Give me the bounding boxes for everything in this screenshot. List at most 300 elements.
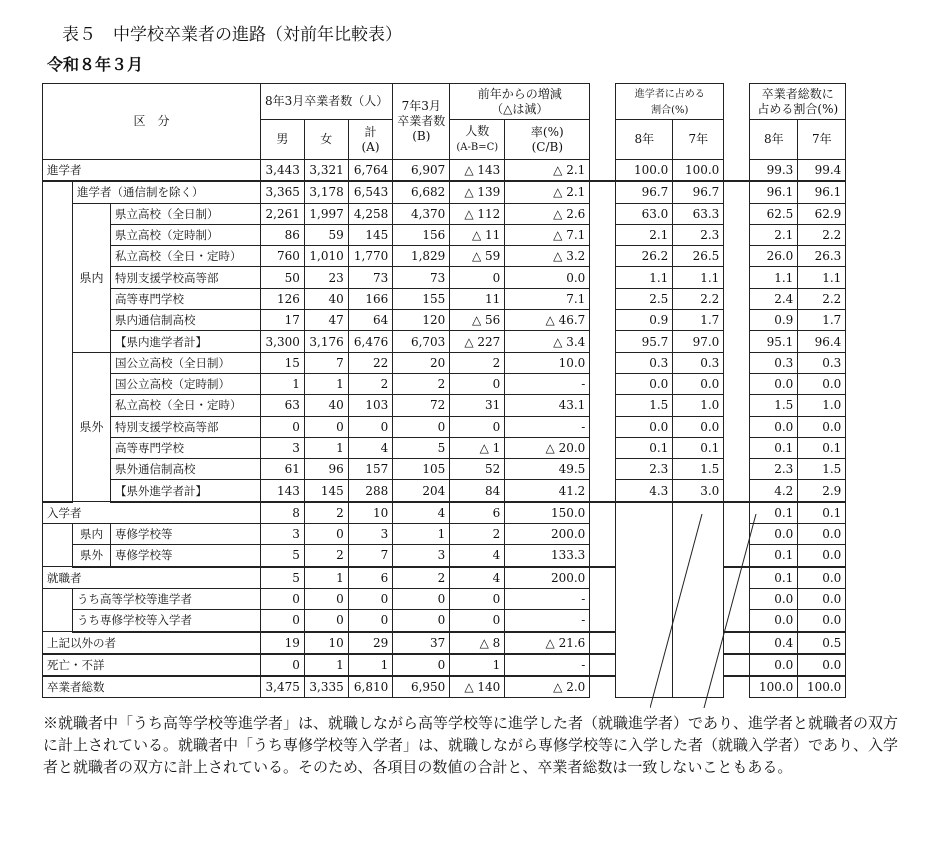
table-cell: 6,543 bbox=[348, 181, 393, 203]
table-cell: 2,261 bbox=[261, 203, 305, 224]
table-cell: 3 bbox=[261, 524, 305, 545]
table-cell: 0.4 bbox=[750, 632, 798, 654]
table-cell: 0.0 bbox=[798, 545, 846, 567]
table-cell: △ 112 bbox=[450, 203, 505, 224]
row-label: 私立高校（全日・定時） bbox=[111, 246, 261, 267]
footnote: ※就職者中「うち高等学校等進学者」は、就職しながら高等学校等に進学した者（就職進学者）であり、進学者と就職者の双方に計上されている。就職者中「うち専修学校等入学者」は、就職しながら専修学校等に入学した者（就職入学者）であり、入学者と就職者の双方に計上されている。そのため、各項目の数値の合計と、卒業者総数は一致しないこともある。 bbox=[43, 714, 899, 776]
table-cell: 0 bbox=[304, 610, 348, 632]
gap-cell bbox=[590, 267, 616, 288]
table-row bbox=[43, 588, 846, 609]
gap-cell bbox=[724, 352, 750, 373]
table-cell: 1 bbox=[393, 524, 450, 545]
blank-cell bbox=[616, 502, 673, 524]
table-row bbox=[43, 310, 846, 331]
table-cell: 4 bbox=[348, 437, 393, 458]
table-cell: 50 bbox=[261, 267, 305, 288]
table-cell: △ 2.1 bbox=[505, 160, 590, 182]
table-cell: 1.5 bbox=[750, 395, 798, 416]
blank-cell bbox=[673, 502, 724, 524]
table-cell: 2 bbox=[450, 352, 505, 373]
gap-cell bbox=[590, 545, 616, 567]
gap-cell bbox=[724, 610, 750, 632]
table-cell: 0.0 bbox=[798, 588, 846, 609]
gap-cell bbox=[590, 524, 616, 545]
blank-cell bbox=[616, 676, 673, 698]
row-label: うち専修学校等入学者 bbox=[73, 610, 261, 632]
table-cell: △ 140 bbox=[450, 676, 505, 698]
table-cell: 73 bbox=[348, 267, 393, 288]
table-cell: 1.1 bbox=[798, 267, 846, 288]
table-cell: 7 bbox=[304, 352, 348, 373]
blank-cell bbox=[616, 632, 673, 654]
table-cell: 0.0 bbox=[505, 267, 590, 288]
table-cell: - bbox=[505, 610, 590, 632]
gap-cell bbox=[724, 267, 750, 288]
row-label: 県立高校（全日制） bbox=[111, 203, 261, 224]
header-share: 進学者に占める 割合(%) bbox=[616, 84, 724, 120]
header-total-y7: 7年 bbox=[798, 120, 846, 160]
gap-cell bbox=[724, 459, 750, 480]
table-cell: 1 bbox=[261, 373, 305, 394]
table-row bbox=[43, 502, 846, 524]
header-male: 男 bbox=[261, 120, 305, 160]
gap-cell bbox=[724, 502, 750, 524]
table-cell: 2.1 bbox=[616, 224, 673, 245]
table-cell: △ 46.7 bbox=[505, 310, 590, 331]
row-label: 県外通信制高校 bbox=[111, 459, 261, 480]
table-cell: 0.1 bbox=[616, 437, 673, 458]
table-cell: 0 bbox=[304, 588, 348, 609]
gap-cell bbox=[590, 288, 616, 309]
table-cell: 157 bbox=[348, 459, 393, 480]
table-cell: 1.5 bbox=[673, 459, 724, 480]
table-cell: 3,176 bbox=[304, 331, 348, 352]
table-cell: 5 bbox=[393, 437, 450, 458]
gap-cell bbox=[590, 480, 616, 502]
table-cell: 0.1 bbox=[798, 437, 846, 458]
table-cell: 0.0 bbox=[616, 416, 673, 437]
header-total-share: 卒業者総数に 占める割合(%) bbox=[750, 84, 846, 120]
header-change: 前年からの増減 （△は減） bbox=[450, 84, 590, 120]
table-cell: 41.2 bbox=[505, 480, 590, 502]
table-cell: 26.2 bbox=[616, 246, 673, 267]
header-change-num: 人数 (A-B=C) bbox=[450, 120, 505, 160]
table-cell: 0.0 bbox=[750, 416, 798, 437]
row-label: 卒業者総数 bbox=[43, 676, 261, 698]
table-cell: 1.0 bbox=[673, 395, 724, 416]
table-cell: 0 bbox=[348, 416, 393, 437]
table-cell: 0.3 bbox=[673, 352, 724, 373]
table-cell: △ 7.1 bbox=[505, 224, 590, 245]
table-cell: 0.1 bbox=[750, 545, 798, 567]
table-cell: △ 3.4 bbox=[505, 331, 590, 352]
gap-cell bbox=[590, 310, 616, 331]
header-total-y8: 8年 bbox=[750, 120, 798, 160]
table-cell: 86 bbox=[261, 224, 305, 245]
table-row bbox=[43, 246, 846, 267]
row-label: 特別支援学校高等部 bbox=[111, 416, 261, 437]
table-cell: 22 bbox=[348, 352, 393, 373]
table-cell: 26.3 bbox=[798, 246, 846, 267]
table-cell: 19 bbox=[261, 632, 305, 654]
table-cell: 2 bbox=[393, 373, 450, 394]
blank-cell bbox=[673, 654, 724, 676]
table-cell: 10 bbox=[348, 502, 393, 524]
table-cell: 8 bbox=[261, 502, 305, 524]
table-cell: 1.1 bbox=[750, 267, 798, 288]
table-cell: 95.1 bbox=[750, 331, 798, 352]
gap-cell bbox=[724, 545, 750, 567]
header-change-rate: 率(%) (C/B) bbox=[505, 120, 590, 160]
table-cell: 6,907 bbox=[393, 160, 450, 182]
table-cell: 0.0 bbox=[750, 524, 798, 545]
table-row bbox=[43, 654, 846, 676]
table-cell: 4.3 bbox=[616, 480, 673, 502]
table-cell: 26.5 bbox=[673, 246, 724, 267]
table-cell: △ 2.1 bbox=[505, 181, 590, 203]
table-cell: 200.0 bbox=[505, 524, 590, 545]
table-cell: 3,321 bbox=[304, 160, 348, 182]
table-cell: 2.2 bbox=[673, 288, 724, 309]
table-cell: △ 3.2 bbox=[505, 246, 590, 267]
table-cell: △ 21.6 bbox=[505, 632, 590, 654]
table-cell: - bbox=[505, 588, 590, 609]
table-cell: 63.3 bbox=[673, 203, 724, 224]
table-cell: 99.3 bbox=[750, 160, 798, 182]
table-cell: 0 bbox=[450, 267, 505, 288]
table-cell: △ 56 bbox=[450, 310, 505, 331]
blank-cell bbox=[616, 567, 673, 589]
sub-group-label: 県外 bbox=[73, 545, 111, 567]
row-label: うち高等学校等進学者 bbox=[73, 588, 261, 609]
table-cell: 0.0 bbox=[798, 654, 846, 676]
table-cell: 0 bbox=[304, 524, 348, 545]
table-cell: 4,258 bbox=[348, 203, 393, 224]
table-cell: 100.0 bbox=[673, 160, 724, 182]
gap-cell bbox=[590, 610, 616, 632]
blank-cell bbox=[616, 524, 673, 545]
table-cell: 0 bbox=[261, 416, 305, 437]
table-cell: 6 bbox=[450, 502, 505, 524]
table-row bbox=[43, 288, 846, 309]
table-cell: 0.1 bbox=[673, 437, 724, 458]
table-row bbox=[43, 352, 846, 373]
table-cell: 0 bbox=[393, 416, 450, 437]
table-cell: △ 139 bbox=[450, 181, 505, 203]
header-gap bbox=[724, 84, 750, 160]
table-cell: - bbox=[505, 373, 590, 394]
table-cell: 2.1 bbox=[750, 224, 798, 245]
blank-cell bbox=[673, 545, 724, 567]
table-cell: △ 1 bbox=[450, 437, 505, 458]
table-cell: 200.0 bbox=[505, 567, 590, 589]
table-cell: 62.9 bbox=[798, 203, 846, 224]
header-share-y8: 8年 bbox=[616, 120, 673, 160]
table-cell: △ 59 bbox=[450, 246, 505, 267]
table-cell: 2.4 bbox=[750, 288, 798, 309]
table-cell: 5 bbox=[261, 545, 305, 567]
gap-cell bbox=[724, 203, 750, 224]
table-cell: 1.7 bbox=[798, 310, 846, 331]
table-cell: 100.0 bbox=[798, 676, 846, 698]
table-cell: 760 bbox=[261, 246, 305, 267]
table-cell: 6,703 bbox=[393, 331, 450, 352]
table-cell: 3.0 bbox=[673, 480, 724, 502]
gap-cell bbox=[590, 502, 616, 524]
table-cell: 0 bbox=[393, 654, 450, 676]
row-label: 進学者（通信制を除く） bbox=[73, 181, 261, 203]
table-cell: 166 bbox=[348, 288, 393, 309]
table-cell: 6,810 bbox=[348, 676, 393, 698]
gap-cell bbox=[590, 416, 616, 437]
table-cell: 0 bbox=[348, 610, 393, 632]
table-cell: 0.0 bbox=[798, 610, 846, 632]
table-cell: 150.0 bbox=[505, 502, 590, 524]
table-cell: 0.0 bbox=[798, 416, 846, 437]
gap-cell bbox=[590, 331, 616, 352]
gap-cell bbox=[724, 246, 750, 267]
gap-cell bbox=[590, 654, 616, 676]
table-cell: 97.0 bbox=[673, 331, 724, 352]
row-label: 私立高校（全日・定時） bbox=[111, 395, 261, 416]
table-cell: 145 bbox=[348, 224, 393, 245]
gap-cell bbox=[724, 588, 750, 609]
gap-cell bbox=[724, 437, 750, 458]
row-label: 国公立高校（定時制） bbox=[111, 373, 261, 394]
row-label: 高等専門学校 bbox=[111, 437, 261, 458]
table-cell: 62.5 bbox=[750, 203, 798, 224]
table-cell: 0 bbox=[304, 416, 348, 437]
table-cell: 99.4 bbox=[798, 160, 846, 182]
table-cell: 3,443 bbox=[261, 160, 305, 182]
table-cell: 1 bbox=[304, 567, 348, 589]
table-cell: 1.7 bbox=[673, 310, 724, 331]
row-label: 就職者 bbox=[43, 567, 261, 589]
table-cell: 0 bbox=[261, 610, 305, 632]
row-label: 県内通信制高校 bbox=[111, 310, 261, 331]
table-cell: - bbox=[505, 416, 590, 437]
gap-cell bbox=[590, 181, 616, 203]
table-cell: 6,682 bbox=[393, 181, 450, 203]
table-cell: 0.0 bbox=[798, 567, 846, 589]
table-cell: 0 bbox=[261, 654, 305, 676]
table-cell: 96.1 bbox=[798, 181, 846, 203]
gap-cell bbox=[724, 181, 750, 203]
table-cell: 0.3 bbox=[750, 352, 798, 373]
gap-cell bbox=[724, 395, 750, 416]
table-cell: 0.1 bbox=[750, 567, 798, 589]
table-cell: 3 bbox=[348, 524, 393, 545]
row-label: 死亡・不詳 bbox=[43, 654, 261, 676]
gap-cell bbox=[724, 632, 750, 654]
table-cell: 0 bbox=[261, 588, 305, 609]
group-kennai: 県内 bbox=[73, 203, 111, 352]
table-cell: 0.0 bbox=[750, 610, 798, 632]
table-cell: 52 bbox=[450, 459, 505, 480]
blank-cell bbox=[616, 610, 673, 632]
gap-cell bbox=[724, 676, 750, 698]
table-cell: 10 bbox=[304, 632, 348, 654]
table-cell: 156 bbox=[393, 224, 450, 245]
row-label: 上記以外の者 bbox=[43, 632, 261, 654]
table-cell: △ 20.0 bbox=[505, 437, 590, 458]
table-cell: 2 bbox=[304, 545, 348, 567]
table-cell: 0 bbox=[450, 588, 505, 609]
table-subtitle: 令和８年３月 bbox=[47, 55, 144, 74]
table-cell: 47 bbox=[304, 310, 348, 331]
row-label: 県立高校（定時制） bbox=[111, 224, 261, 245]
table-row bbox=[43, 676, 846, 698]
table-cell: 4.2 bbox=[750, 480, 798, 502]
table-cell: 2.3 bbox=[750, 459, 798, 480]
table-cell: 3,365 bbox=[261, 181, 305, 203]
sub-group-label: 県内 bbox=[73, 524, 111, 545]
table-cell: 4 bbox=[450, 567, 505, 589]
table-cell: 0.5 bbox=[798, 632, 846, 654]
table-row bbox=[43, 567, 846, 589]
table-cell: 20 bbox=[393, 352, 450, 373]
table-cell: 0 bbox=[393, 588, 450, 609]
table-cell: 2 bbox=[304, 502, 348, 524]
header-current-count: 8年3月卒業者数（人） bbox=[261, 84, 393, 120]
table-cell: 1,829 bbox=[393, 246, 450, 267]
row-label: 国公立高校（全日制） bbox=[111, 352, 261, 373]
blank-cell bbox=[616, 654, 673, 676]
gap-cell bbox=[724, 310, 750, 331]
table-cell: 1 bbox=[304, 373, 348, 394]
table-cell: 1.0 bbox=[798, 395, 846, 416]
table-cell: 23 bbox=[304, 267, 348, 288]
table-cell: △ 227 bbox=[450, 331, 505, 352]
table-cell: 1,770 bbox=[348, 246, 393, 267]
table-row bbox=[43, 437, 846, 458]
gap-cell bbox=[590, 224, 616, 245]
table-cell: 126 bbox=[261, 288, 305, 309]
gap-cell bbox=[590, 352, 616, 373]
gap-cell bbox=[590, 567, 616, 589]
table-cell: 0.1 bbox=[750, 502, 798, 524]
table-cell: 40 bbox=[304, 395, 348, 416]
row-label: 進学者 bbox=[43, 160, 261, 182]
table-cell: 96 bbox=[304, 459, 348, 480]
table-cell: 2.2 bbox=[798, 224, 846, 245]
row-label: 特別支援学校高等部 bbox=[111, 267, 261, 288]
table-row bbox=[43, 416, 846, 437]
header-female: 女 bbox=[304, 120, 348, 160]
table-cell: 1.1 bbox=[616, 267, 673, 288]
table-row bbox=[43, 160, 846, 182]
table-cell: 0 bbox=[393, 610, 450, 632]
table-cell: 0.0 bbox=[750, 654, 798, 676]
table-cell: 100.0 bbox=[616, 160, 673, 182]
table-cell: 0 bbox=[450, 373, 505, 394]
table-cell: 2.2 bbox=[798, 288, 846, 309]
table-row bbox=[43, 224, 846, 245]
table-row bbox=[43, 632, 846, 654]
table-cell: 1 bbox=[348, 654, 393, 676]
gap-cell bbox=[590, 203, 616, 224]
table-cell: 3,178 bbox=[304, 181, 348, 203]
table-row bbox=[43, 524, 846, 545]
table-cell: 4 bbox=[393, 502, 450, 524]
table-cell: 0.0 bbox=[798, 373, 846, 394]
table-cell: 63 bbox=[261, 395, 305, 416]
table-cell: 6,476 bbox=[348, 331, 393, 352]
row-label: 入学者 bbox=[43, 502, 261, 524]
header-gap bbox=[590, 84, 616, 160]
table-cell: 145 bbox=[304, 480, 348, 502]
table-row bbox=[43, 373, 846, 394]
table-cell: 2.9 bbox=[798, 480, 846, 502]
table-cell: 0 bbox=[450, 610, 505, 632]
table-cell: 120 bbox=[393, 310, 450, 331]
career-table bbox=[42, 83, 846, 698]
blank-cell bbox=[673, 588, 724, 609]
row-label: 専修学校等 bbox=[111, 524, 261, 545]
table-cell: 96.1 bbox=[750, 181, 798, 203]
header-total-a: 計 (A) bbox=[348, 120, 393, 160]
table-cell: 3,300 bbox=[261, 331, 305, 352]
table-cell: 49.5 bbox=[505, 459, 590, 480]
table-cell: 0.3 bbox=[616, 352, 673, 373]
table-cell: 0.9 bbox=[750, 310, 798, 331]
table-cell: 3,335 bbox=[304, 676, 348, 698]
table-cell: 100.0 bbox=[750, 676, 798, 698]
table-cell: 1 bbox=[450, 654, 505, 676]
row-label: 専修学校等 bbox=[111, 545, 261, 567]
table-cell: 0.0 bbox=[673, 416, 724, 437]
header-prev-count: 7年3月 卒業者数 (B) bbox=[393, 84, 450, 160]
table-cell: 29 bbox=[348, 632, 393, 654]
blank-cell bbox=[673, 524, 724, 545]
table-cell: 1.5 bbox=[798, 459, 846, 480]
table-cell: 0 bbox=[348, 588, 393, 609]
table-cell: 6,950 bbox=[393, 676, 450, 698]
table-cell: 72 bbox=[393, 395, 450, 416]
table-row bbox=[43, 480, 846, 502]
table-cell: 40 bbox=[304, 288, 348, 309]
gap-cell bbox=[724, 416, 750, 437]
table-cell: 133.3 bbox=[505, 545, 590, 567]
table-cell: 2.3 bbox=[673, 224, 724, 245]
table-cell: 0.0 bbox=[673, 373, 724, 394]
table-cell: 6,764 bbox=[348, 160, 393, 182]
table-cell: 1 bbox=[304, 654, 348, 676]
table-cell: 0.0 bbox=[798, 524, 846, 545]
table-cell: △ 8 bbox=[450, 632, 505, 654]
row-label: 【県外進学者計】 bbox=[111, 480, 261, 502]
blank-cell bbox=[616, 588, 673, 609]
table-cell: 84 bbox=[450, 480, 505, 502]
table-cell: 0.0 bbox=[616, 373, 673, 394]
gap-cell bbox=[724, 480, 750, 502]
table-cell: 2.5 bbox=[616, 288, 673, 309]
gap-cell bbox=[724, 373, 750, 394]
table-row bbox=[43, 459, 846, 480]
table-row bbox=[43, 267, 846, 288]
gap-cell bbox=[724, 524, 750, 545]
table-cell: 2.3 bbox=[616, 459, 673, 480]
table-cell: 0.0 bbox=[750, 588, 798, 609]
gap-cell bbox=[724, 160, 750, 182]
table-cell: 31 bbox=[450, 395, 505, 416]
table-cell: 3 bbox=[393, 545, 450, 567]
table-row bbox=[43, 395, 846, 416]
table-row bbox=[43, 331, 846, 352]
table-cell: 143 bbox=[261, 480, 305, 502]
table-cell: 2 bbox=[450, 524, 505, 545]
table-cell: 15 bbox=[261, 352, 305, 373]
